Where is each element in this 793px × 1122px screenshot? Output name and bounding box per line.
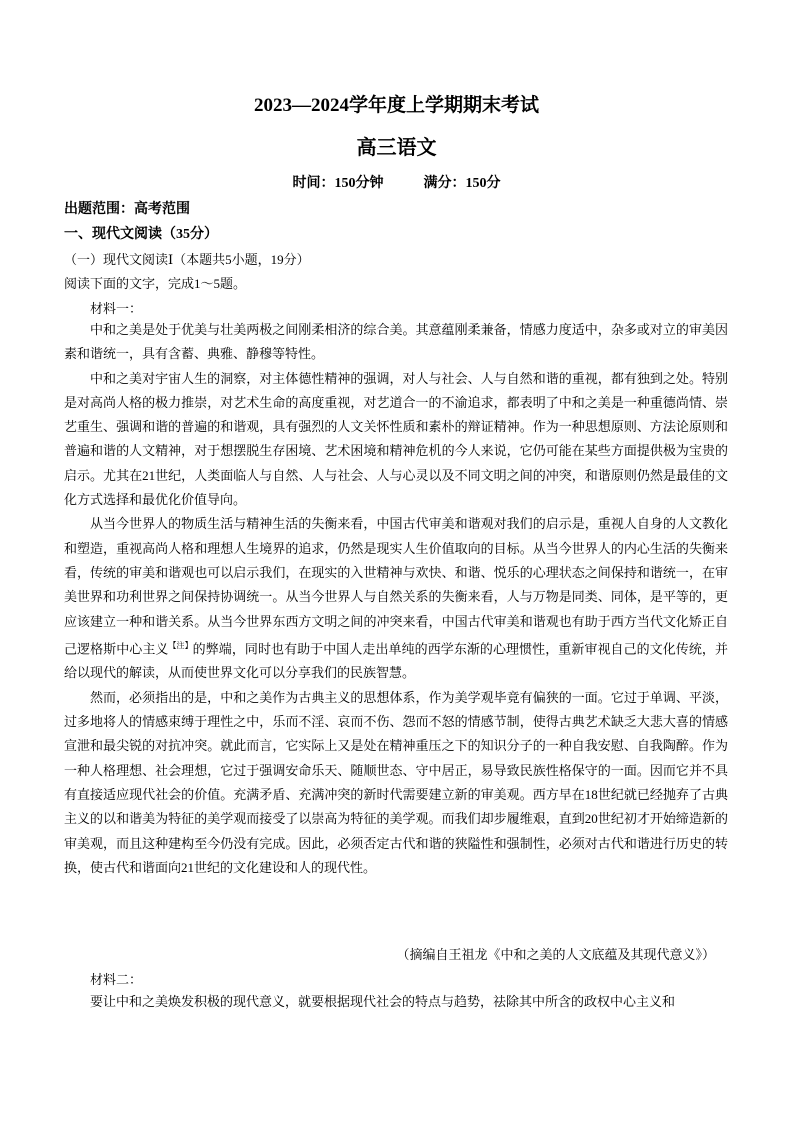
material1-label: 材料一：: [90, 301, 143, 316]
paragraph: 然而，必须指出的是，中和之美作为古典主义的思想体系，作为美学观毕竟有偏狭的一面。它过于单调、平淡，过多地将人的情感束缚于理性之中，乐而不淫、哀而不伤、怨而不怒的情感节制，使得古典艺术缺乏大悲大喜的情感宣泄和最尖锐的对抗冲突。就此而言，它实际上又是处在精神重压之下的知识分子的一种自我安慰、自我陶醉。作为一种人格理想、社会理想，它过于强调安命乐天、随顺世态、守中居正，易导致民族性格保守的一面。因而它并不具有直接适应现代社会的价值。充满矛盾、充满冲突的新时代需要建立新的审美观。西方早在18世纪就已经抛弃了古典主义的以和谐美为特征的美学观而接受了以崇高为特征的美学观。而我们却步履维艰，直到20世纪初才开始缔造新的审美观，而且这种建构至今仍没有完成。因此，必须否定古代和谐的狭隘性和强制性，必须对古代和谐进行历史的转换，使古代和谐面向21世纪的文化建设和人的现代性。: [64, 689, 728, 875]
paragraph-text: 的弊端，同时也有助于中国人走出单纯的西学东渐的心理惯性，重新审视自己的文化传统，并给以现代的解读，从而使世界文化可以分享我们的民族智慧。: [64, 641, 728, 681]
source-citation: （摘编自王祖龙《中和之美的人文底蕴及其现代意义》）: [396, 947, 715, 962]
paragraph: 要让中和之美焕发积极的现代意义，就要根据现代社会的特点与趋势，祛除其中所含的政权中心主义和: [90, 994, 676, 1009]
scope-line: 出题范围：高考范围: [64, 202, 190, 217]
material2-label: 材料二：: [90, 972, 143, 987]
reading-instruction: 阅读下面的文字，完成1～5题。: [64, 276, 247, 291]
subsection-heading: （一）现代文阅读Ⅰ（本题共5小题，19分）: [64, 252, 310, 267]
paragraph: 中和之美是处于优美与壮美两极之间刚柔相济的综合美。其意蕴刚柔兼备，情感力度适中，杂多或对立的审美因素和谐统一，具有含蓄、典雅、静穆等特性。: [64, 322, 728, 362]
paragraph-text: 从当今世界人的物质生活与精神生活的失衡来看，中国古代审美和谐观对我们的启示是，重视人自身的人文教化和塑造，重视高尚人格和理想人生境界的追求，仍然是现实人生价值取向的目标。从当今世界人的内心生活的失衡来看，传统的审美和谐观也可以启示我们，在现实的入世精神与欢快、和谐、悦乐的心理状态之间保持和谐统一，在审美世界和功利世界之间保持协调统一。从当今世界人与自然关系的失衡来看，人与万物是同类、同体，是平等的，更应该建立一种和谐关系。从当今世界东西方文明之间的冲突来看，中国古代审美和谐观也有助于西方当代文化矫正自己逻格斯中心主义: [64, 516, 728, 657]
material2-body: [64, 990, 728, 1014]
subject-title: 高三语文: [356, 137, 437, 159]
section-heading: 一、现代文阅读（35分）: [64, 227, 218, 242]
exam-score: 满分：150分: [423, 176, 501, 191]
exam-title: 2023—2024学年度上学期期末考试: [253, 95, 539, 116]
material1-body: [64, 318, 728, 880]
paragraph: [64, 512, 728, 685]
exam-time: 时间：150分钟: [292, 176, 384, 191]
paragraph: 中和之美对宇宙人生的洞察，对主体德性精神的强调，对人与社会、人与自然和谐的重视，都有独到之处。特别是对高尚人格的极力推崇，对艺术生命的高度重视，对艺道合一的不渝追求，都表明了中和之美是一种重德尚情、崇艺重生、强调和谐的普遍的和谐观，具有强烈的人文关怀性质和素朴的辩证精神。作为一种思想原则、方法论原则和普遍和谐的人文精神，对于想摆脱生存困境、艺术困境和精神危机的今人来说，它仍可能在某些方面提供极为宝贵的启示。尤其在21世纪，人类面临人与自然、人与社会、人与心灵以及不同文明之间的冲突，和谐原则仍然是最佳的文化方式选择和最优化价值导向。: [64, 370, 728, 508]
exam-meta: [0, 172, 793, 192]
note-mark: 【注】: [168, 640, 193, 650]
